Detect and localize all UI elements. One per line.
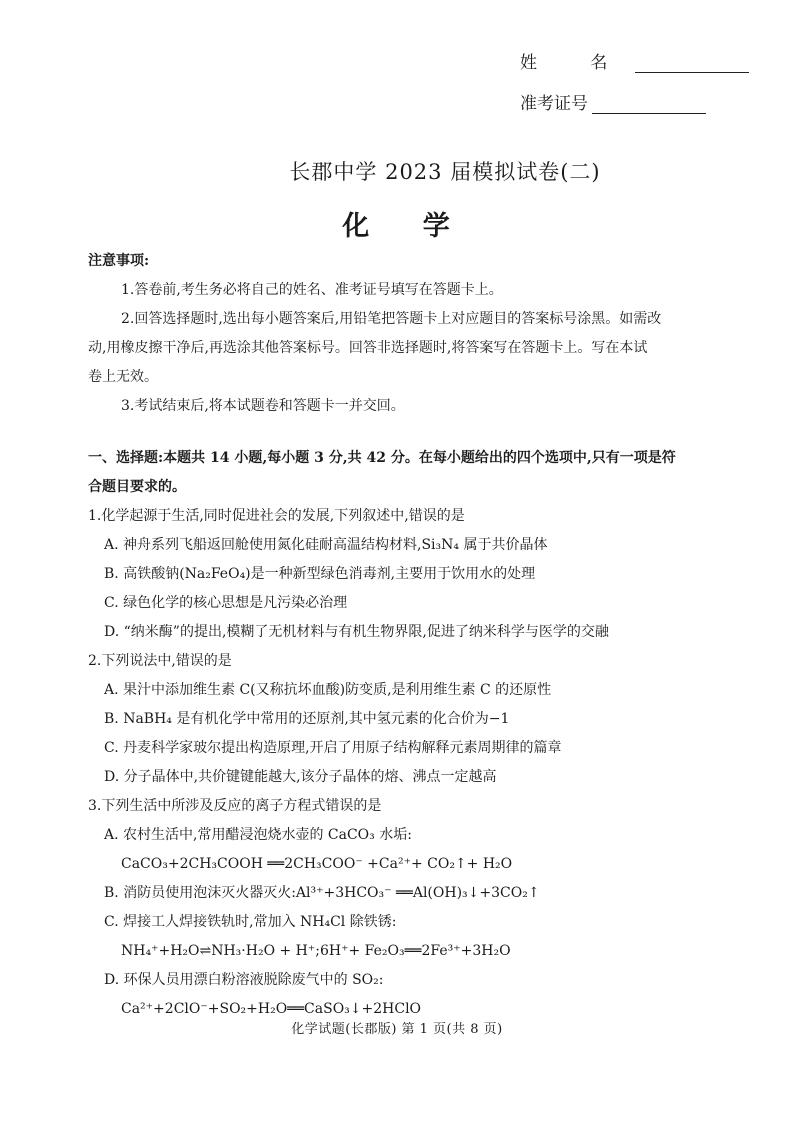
q2-option-a: A. 果汁中添加维生素 C(又称抗坏血酸)防变质,是利用维生素 C 的还原性 — [104, 682, 552, 698]
q3-option-c: C. 焊接工人焊接铁轨时,常加入 NH₄Cl 除铁锈: — [104, 914, 397, 930]
q1-option-a: A. 神舟系列飞船返回舱使用氮化硅耐高温结构材料,Si₃N₄ 属于共价晶体 — [104, 537, 548, 553]
notice-item-3: 3.考试结束后,将本试题卷和答题卡一并交回。 — [121, 398, 405, 414]
exam-id-label: 准考证号 — [520, 94, 588, 114]
student-name-field — [520, 48, 749, 73]
q1-option-c: C. 绿色化学的核心思想是凡污染必治理 — [104, 595, 348, 611]
exam-id-blank-line — [592, 95, 706, 114]
q2-option-d: D. 分子晶体中,共价键键能越大,该分子晶体的熔、沸点一定越高 — [104, 769, 497, 785]
q3-option-b: B. 消防员使用泡沫灭火器灭火:Al³⁺+3HCO₃⁻ ══Al(OH)₃↓+3CO₂↑ — [104, 885, 540, 901]
name-label: 姓 名 — [520, 53, 632, 73]
section-1-heading-line-2: 合题目要求的。 — [88, 479, 186, 495]
q3-option-a: A. 农村生活中,常用醋浸泡烧水壶的 CaCO₃ 水垢: — [104, 827, 412, 843]
page-footer: 化学试题(长郡版) 第 1 页(共 8 页) — [291, 1022, 503, 1037]
notice-item-2-line-3: 卷上无效。 — [88, 369, 158, 385]
notice-item-1: 1.答卷前,考生务必将自己的姓名、准考证号填写在答题卡上。 — [121, 282, 503, 298]
notice-item-2-line-2: 动,用橡皮擦干净后,再选涂其他答案标号。回答非选择题时,将答案写在答题卡上。写在本试 — [88, 340, 648, 356]
q2-option-c: C. 丹麦科学家玻尔提出构造原理,开启了用原子结构解释元素周期律的篇章 — [104, 740, 562, 756]
q1-option-d: D. “纳米酶”的提出,模糊了无机材料与有机生物界限,促进了纳米科学与医学的交融 — [104, 624, 609, 640]
section-1-heading-line-1: 一、选择题:本题共 14 小题,每小题 3 分,共 42 分。在每小题给出的四个选项中,只有一项是符 — [88, 450, 676, 466]
exam-id-field — [520, 89, 706, 114]
q3-option-d-equation: Ca²⁺+2ClO⁻+SO₂+H₂O══CaSO₃↓+2HClO — [121, 1001, 422, 1017]
exam-title: 长郡中学 2023 届模拟试卷(二) — [289, 160, 601, 184]
name-blank-line — [635, 54, 749, 73]
q3-option-d: D. 环保人员用漂白粉溶液脱除废气中的 SO₂: — [104, 972, 384, 988]
q3-option-a-equation: CaCO₃+2CH₃COOH ══2CH₃COO⁻ +Ca²⁺+ CO₂↑+ H₂O — [121, 856, 513, 872]
q1-stem: 1.化学起源于生活,同时促进社会的发展,下列叙述中,错误的是 — [88, 508, 465, 524]
q1-option-b: B. 高铁酸钠(Na₂FeO₄)是一种新型绿色消毒剂,主要用于饮用水的处理 — [104, 566, 536, 582]
q2-stem: 2.下列说法中,错误的是 — [88, 653, 232, 669]
subject-title: 化 学 — [342, 211, 472, 242]
notice-heading: 注意事项: — [88, 253, 150, 269]
q3-option-c-equation: NH₄⁺+H₂O⇌NH₃·H₂O + H⁺;6H⁺+ Fe₂O₃══2Fe³⁺+3H₂O — [121, 943, 511, 959]
q2-option-b: B. NaBH₄ 是有机化学中常用的还原剂,其中氢元素的化合价为−1 — [104, 711, 510, 727]
notice-item-2-line-1: 2.回答选择题时,选出每小题答案后,用铅笔把答题卡上对应题目的答案标号涂黑。如需改 — [121, 311, 662, 327]
q3-stem: 3.下列生活中所涉及反应的离子方程式错误的是 — [88, 798, 382, 814]
